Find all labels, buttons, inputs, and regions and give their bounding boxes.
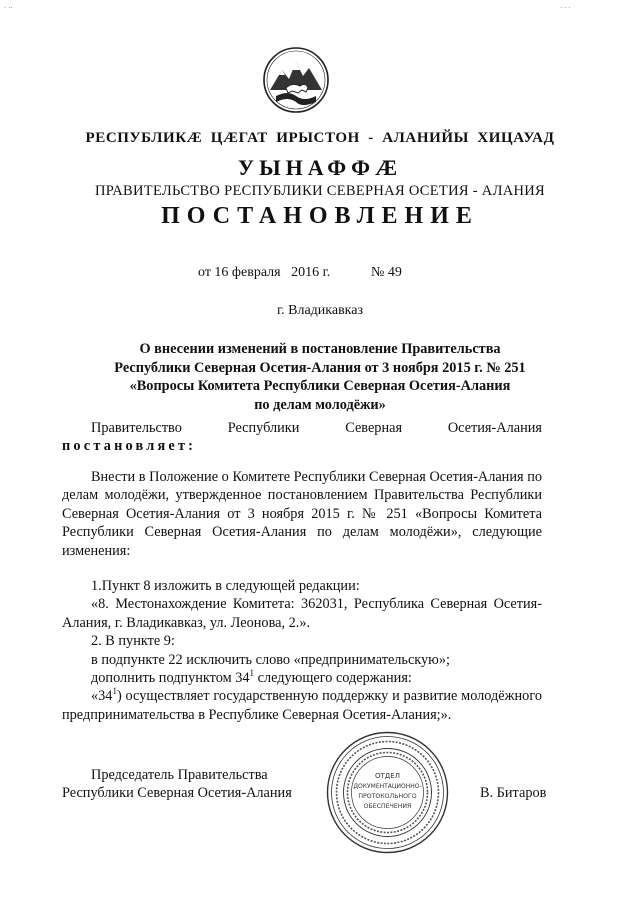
item-2-subitem-b-text: дополнить подпунктом 34 xyxy=(91,670,250,687)
scan-artifact: ⋅ ⋅ ⋅ xyxy=(560,4,571,12)
seal-text-line: ПРОТОКОЛЬНОГО xyxy=(358,793,417,800)
item-2-subitem-c xyxy=(62,687,542,724)
title-line: «Вопросы Комитета Республики Северная Осетия-Алания xyxy=(129,378,511,394)
superscript: 1 xyxy=(249,668,255,679)
seal-text-line: ОТДЕЛ xyxy=(375,772,400,780)
item-2-heading: 2. В пункте 9: xyxy=(91,633,175,650)
signatory-title-line: Председатель Правительства xyxy=(91,767,268,783)
item-2-subitem-a: в подпункте 22 исключить слово «предпринимательскую»; xyxy=(91,651,450,668)
document-number: № 49 xyxy=(371,265,402,280)
russian-government-name: ПРАВИТЕЛЬСТВО РЕСПУБЛИКИ СЕВЕРНАЯ ОСЕТИЯ - АЛАНИЯ xyxy=(95,183,545,199)
russian-document-type: ПОСТАНОВЛЕНИЕ xyxy=(161,203,479,229)
coat-of-arms-emblem xyxy=(262,46,330,114)
item-1-text: «8. Местонахождение Комитета: 362031, Республика Северная Осетия-Алания, г. Владикавказ, ул. Леонова, 2.». xyxy=(62,596,542,631)
scan-artifact: ⋅ ⋅⋅ xyxy=(4,4,13,12)
title-line: по делам молодёжи» xyxy=(254,396,386,413)
preamble-word: Северная xyxy=(345,420,403,436)
signatory-name: В. Битаров xyxy=(480,785,547,801)
signatory-title xyxy=(62,766,292,803)
seal-text-line: ОБЕСПЕЧЕНИЯ xyxy=(363,803,412,810)
title-line: Республики Северная Осетия-Алания от 3 ноября 2015 г. № 251 xyxy=(114,359,526,376)
preamble-word: Республики xyxy=(227,420,300,436)
intro-paragraph: Внести в Положение о Комитете Республики Северная Осетия-Алания по делам молодёжи, утвержденное постановлением Правительства Республики Северная Осетия-Алания от 3 ноября 2015 г. № 251 «Вопросы Комитета Республики Северная Осетия-Алания по делам молодёжи», следующие изменения: xyxy=(62,469,542,559)
item-2-subitem-b-rest: следующего содержания: xyxy=(254,670,412,687)
official-seal-stamp xyxy=(325,730,450,855)
item-2-subitem-c-rest: ) осуществляет государственную поддержку и развитие молодёжного предпринимательства в Республике Северная Осетия-Алания;». xyxy=(62,688,542,723)
seal-text-line: ДОКУМЕНТАЦИОННО- xyxy=(353,783,422,790)
amendments-list xyxy=(62,577,542,724)
preamble-word: Осетия-Алания xyxy=(447,420,542,436)
ossetian-document-type: УЫНАФФӔ xyxy=(237,155,403,180)
preamble-line xyxy=(62,420,542,437)
document-city: г. Владикавказ xyxy=(276,303,364,318)
title-line: О внесении изменений в постановление Правительства xyxy=(139,341,501,357)
ossetian-government-name: РЕСПУБЛИКӔ ЦӔГАТ ИРЫСТОН - АЛАНИЙЫ ХИЦАУАД xyxy=(85,130,555,146)
document-date: от 16 февраля 2016 г. xyxy=(198,265,331,280)
preamble-word: Правительство xyxy=(91,420,182,436)
item-2-subitem-b xyxy=(62,669,542,687)
decree-word: постановляет: xyxy=(62,438,197,454)
item-2-subitem-c-text: «34 xyxy=(91,688,113,705)
item-1-heading: 1.Пункт 8 изложить в следующей редакции: xyxy=(91,578,360,594)
signatory-title-line: Республики Северная Осетия-Алания xyxy=(62,785,292,802)
document-title xyxy=(80,340,560,414)
superscript: 1 xyxy=(112,686,117,697)
